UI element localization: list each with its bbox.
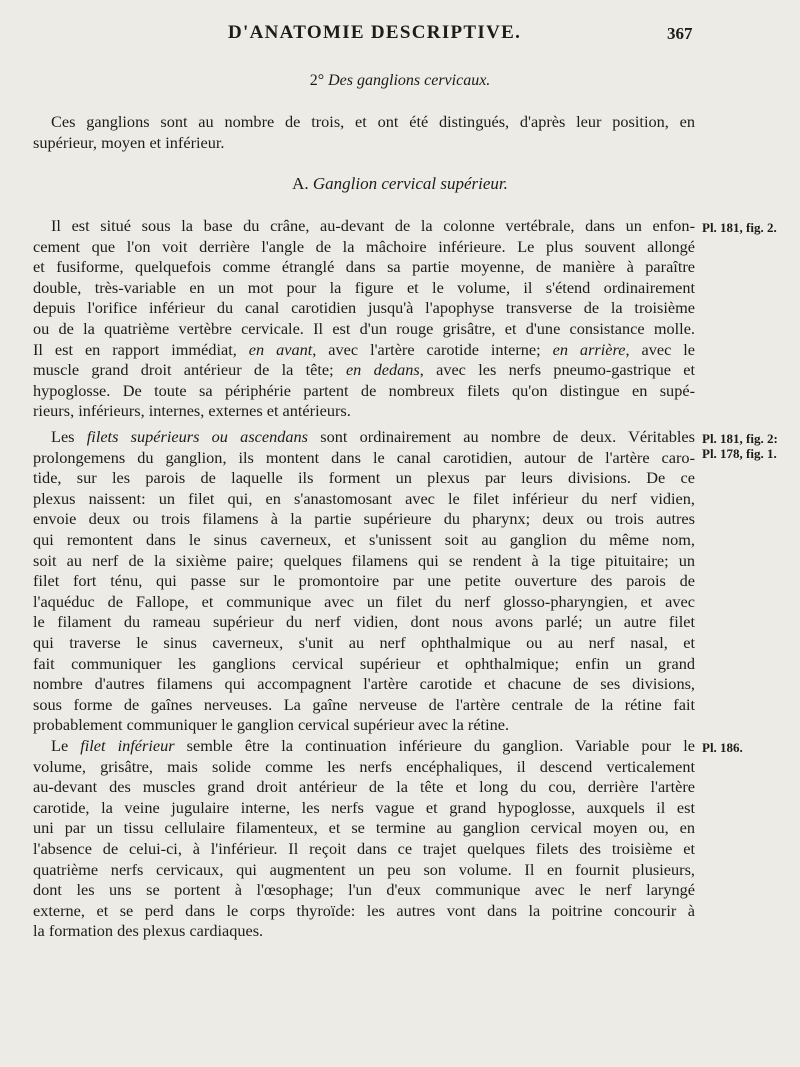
text-line: uni par un tissu cellulaire filamenteux, et se termine au ganglion cervical moyen ou, en	[33, 818, 695, 838]
text-line-mixed	[33, 360, 695, 381]
text-run: , avec l'artère carotide interne;	[312, 339, 541, 359]
text-run: , avec les nerfs pneumo-gastrique et	[419, 360, 695, 380]
running-title: D'ANATOMIE DESCRIPTIVE.	[228, 22, 522, 43]
text-line: supérieur, moyen et inférieur.	[33, 132, 225, 152]
paragraph-situation	[33, 216, 695, 422]
intro-paragraph	[33, 112, 695, 153]
text-line: Ces ganglions sont au nombre de trois, et ont été distingués, d'après leur position, en	[51, 112, 695, 131]
text-line-mixed	[33, 340, 695, 361]
margin-note-plate-ref: Pl. 181, fig. 2:	[702, 431, 778, 446]
text-line: le filament du rameau supérieur du nerf vidien, dont nous avons parlé; un autre filet	[33, 612, 695, 632]
text-line: filet fort ténu, qui passe sur le promontoire par une petite ouverture des parois de	[33, 571, 695, 591]
text-line: ou de la quatrième vertèbre cervicale. Il est d'un rouge grisâtre, et d'une consistance molle.	[33, 318, 695, 338]
text-run: Les	[51, 427, 75, 446]
text-line: envoie deux ou trois filamens à la partie supérieure du pharynx; deux ou trois autres	[33, 509, 695, 529]
text-line: dont les uns se portent à l'œsophage; l'un d'eux communique avec le nerf laryngé	[33, 880, 695, 900]
text-run: semble être la continuation inférieure du ganglion. Variable pour le	[186, 736, 695, 755]
italic-run: en dedans	[345, 360, 420, 380]
text-line: volume, grisâtre, mais solide comme les nerfs encéphaliques, il descend verticalement	[33, 756, 695, 776]
text-line: prolongemens du ganglion, ils montent dans le canal carotidien, autour de l'artère caro-	[33, 447, 695, 467]
italic-run: en arrière	[552, 339, 626, 359]
text-line: hypoglosse. De toute sa périphérie partent de nombreux filets qu'on distingue en supé-	[33, 380, 695, 400]
page-number: 367	[667, 24, 693, 43]
text-run: Il est en rapport immédiat,	[33, 339, 237, 359]
section-title: Des ganglions cervicaux.	[328, 72, 491, 89]
text-line: nombre d'autres filamens qui accompagnent l'artère carotide et chacune de ses divisions,	[33, 674, 695, 694]
text-line: plexus naissent: un filet qui, en s'anastomosant avec le filet inférieur du nerf vidien,	[33, 488, 695, 508]
text-line-mixed	[33, 427, 695, 448]
text-line: depuis l'orifice inférieur du canal carotidien jusqu'à l'apophyse transverse de la troisième	[33, 298, 695, 318]
subsection-title: Ganglion cervical supérieur.	[312, 174, 508, 193]
margin-note-plate-ref: Pl. 178, fig. 1.	[702, 446, 777, 461]
text-line: l'absence de celui-ci, à l'inférieur. Il reçoit dans ce trajet quelques filets des troisième et	[33, 838, 695, 858]
text-line: sous forme de gaînes nerveuses. La gaîne nerveuse de l'artère centrale de la rétine fait	[33, 694, 695, 714]
margin-note-plate-ref: Pl. 181, fig. 2.	[702, 220, 777, 235]
italic-run: filet inférieur	[80, 736, 175, 755]
text-line: probablement communiquer le ganglion cervical supérieur avec la rétine.	[33, 715, 510, 735]
text-line: rieurs, inférieurs, internes, externes et antérieurs.	[33, 401, 351, 421]
text-line-mixed	[33, 736, 695, 757]
page-header	[0, 18, 800, 48]
text-line: fait communiquer les ganglions cervical supérieur et ophthalmique; enfin un grand	[33, 653, 695, 673]
text-line: qui traverse le sinus caverneux, s'unit au nerf ophthalmique ou au nerf nasal, et	[33, 632, 695, 652]
text-line: soit au nerf de la sixième paire; quelques filamens qui se rendent à la tige pituitaire; un	[33, 550, 695, 570]
paragraph-upper-filets	[33, 427, 695, 736]
text-line: Il est situé sous la base du crâne, au-devant de la colonne vertébrale, dans un enfon-	[51, 216, 695, 235]
text-line: carotide, la veine jugulaire interne, les nerfs vague et grand hypoglosse, auxquels il est	[33, 797, 695, 817]
text-line: qui remontent dans le sinus caverneux, et s'unissent soit au ganglion du même nom,	[33, 529, 695, 549]
text-line: tide, sur les parois de laquelle ils forment un plexus par leurs divisions. De ce	[33, 468, 695, 488]
text-line: l'aquéduc de Fallope, et communique avec un filet du nerf glosso-pharyngien, et avec	[33, 591, 695, 611]
text-line: double, très-variable en un mot pour la figure et le volume, il s'étend ordinairement	[33, 277, 695, 297]
paragraph-lower-filet	[33, 736, 695, 942]
text-run: , avec le	[625, 339, 695, 359]
text-line: cement que l'on voit derrière l'angle de la mâchoire inférieure. Le plus souvent allongé	[33, 236, 695, 256]
text-run: muscle grand droit antérieur de la tête;	[33, 360, 334, 380]
section-number: 2°	[309, 72, 325, 89]
text-line: la formation des plexus cardiaques.	[33, 921, 264, 941]
text-run: Le	[51, 736, 69, 755]
italic-run: filets supérieurs ou ascendans	[86, 427, 309, 446]
margin-note-plate-ref: Pl. 186.	[702, 740, 743, 755]
section-heading	[0, 71, 800, 91]
text-line: au-devant des muscles grand droit antérieur de la tête et long du cou, derrière l'artère	[33, 777, 695, 797]
text-run: sont ordinairement au nombre de deux. Véritables	[320, 427, 695, 446]
italic-run: en avant	[248, 339, 313, 359]
subsection-number: A.	[292, 174, 309, 193]
text-line: quatrième nerfs cervicaux, qui augmentent un peu son volume. Il en fournit plusieurs,	[33, 859, 695, 879]
text-line: et fusiforme, quelquefois comme étranglé dans sa partie moyenne, de manière à paraître	[33, 257, 695, 277]
text-line: externe, et se perd dans le corps thyroïde: les autres vont dans la poitrine concourir à	[33, 900, 695, 920]
subsection-heading	[0, 174, 800, 194]
